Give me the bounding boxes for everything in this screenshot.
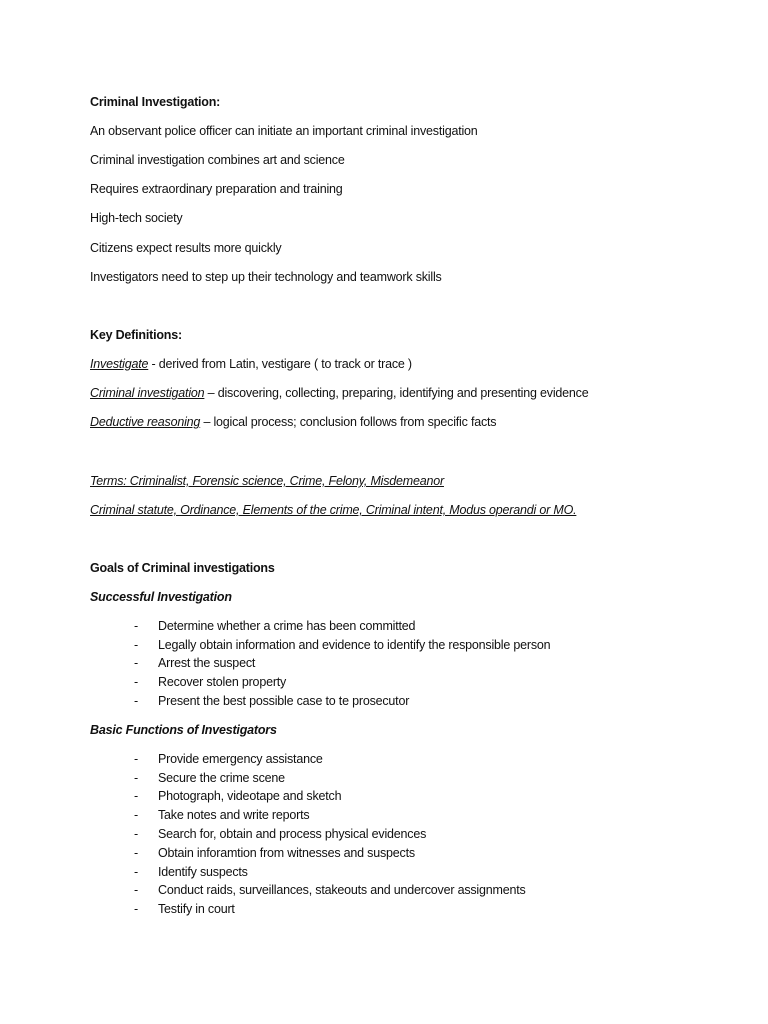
bullet-dash: - [134, 694, 138, 708]
bullet-dash: - [134, 846, 138, 860]
list-item-text: Provide emergency assistance [158, 752, 323, 766]
intro-line: Requires extraordinary preparation and training [90, 182, 343, 196]
list-item-text: Secure the crime scene [158, 771, 285, 785]
bullet-dash: - [134, 883, 138, 897]
list-item-text: Identify suspects [158, 865, 248, 879]
list-item [90, 882, 526, 898]
bullet-dash: - [134, 827, 138, 841]
intro-line: Criminal investigation combines art and science [90, 153, 345, 167]
intro-line: Investigators need to step up their technology and teamwork skills [90, 270, 442, 284]
subheading-basic-functions: Basic Functions of Investigators [90, 723, 277, 737]
list-item-text: Photograph, videotape and sketch [158, 789, 342, 803]
list-item-text: Determine whether a crime has been committed [158, 619, 416, 633]
bullet-dash: - [134, 752, 138, 766]
list-item [90, 637, 550, 653]
list-item-text: Recover stolen property [158, 675, 287, 689]
definition-term: Investigate [90, 357, 149, 371]
definition-term: Criminal investigation [90, 386, 205, 400]
definition-term: Deductive reasoning [90, 415, 201, 429]
list-item [90, 618, 415, 634]
list-item [90, 674, 286, 690]
definition-text: – logical process; conclusion follows from specific facts [200, 415, 497, 429]
list-item-text: Arrest the suspect [158, 656, 256, 670]
list-item [90, 807, 309, 823]
bullet-dash: - [134, 675, 138, 689]
section-heading-criminal-investigation: Criminal Investigation: [90, 95, 221, 109]
terms-line: Criminal statute, Ordinance, Elements of the crime, Criminal intent, Modus operandi or MO. [90, 503, 577, 517]
bullet-dash: - [134, 902, 138, 916]
bullet-dash: - [134, 789, 138, 803]
list-item-text: Take notes and write reports [158, 808, 310, 822]
bullet-dash: - [134, 865, 138, 879]
list-item [90, 826, 426, 842]
definition-row [90, 356, 412, 372]
terms-line: Terms: Criminalist, Forensic science, Crime, Felony, Misdemeanor [90, 474, 444, 488]
list-item [90, 845, 415, 861]
section-heading-goals: Goals of Criminal investigations [90, 561, 275, 575]
list-item [90, 770, 285, 786]
intro-line: An observant police officer can initiate an important criminal investigation [90, 124, 478, 138]
intro-line: High-tech society [90, 211, 183, 225]
section-heading-key-definitions: Key Definitions: [90, 328, 182, 342]
bullet-dash: - [134, 656, 138, 670]
list-item [90, 901, 235, 917]
definition-row [90, 414, 496, 430]
definition-row [90, 385, 588, 401]
subheading-successful-investigation: Successful Investigation [90, 590, 232, 604]
bullet-dash: - [134, 638, 138, 652]
list-item-text: Present the best possible case to te prosecutor [158, 694, 410, 708]
list-item [90, 693, 409, 709]
intro-line: Citizens expect results more quickly [90, 241, 282, 255]
list-item-text: Obtain inforamtion from witnesses and suspects [158, 846, 415, 860]
list-item [90, 788, 341, 804]
list-item-text: Testify in court [158, 902, 235, 916]
list-item-text: Legally obtain information and evidence to identify the responsible person [158, 638, 551, 652]
bullet-dash: - [134, 771, 138, 785]
list-item-text: Conduct raids, surveillances, stakeouts and undercover assignments [158, 883, 526, 897]
definition-text: – discovering, collecting, preparing, identifying and presenting evidence [204, 386, 589, 400]
definition-text: - derived from Latin, vestigare ( to track or trace ) [148, 357, 412, 371]
list-item [90, 655, 255, 671]
list-item [90, 864, 248, 880]
list-item-text: Search for, obtain and process physical evidences [158, 827, 427, 841]
list-item [90, 751, 323, 767]
bullet-dash: - [134, 619, 138, 633]
bullet-dash: - [134, 808, 138, 822]
